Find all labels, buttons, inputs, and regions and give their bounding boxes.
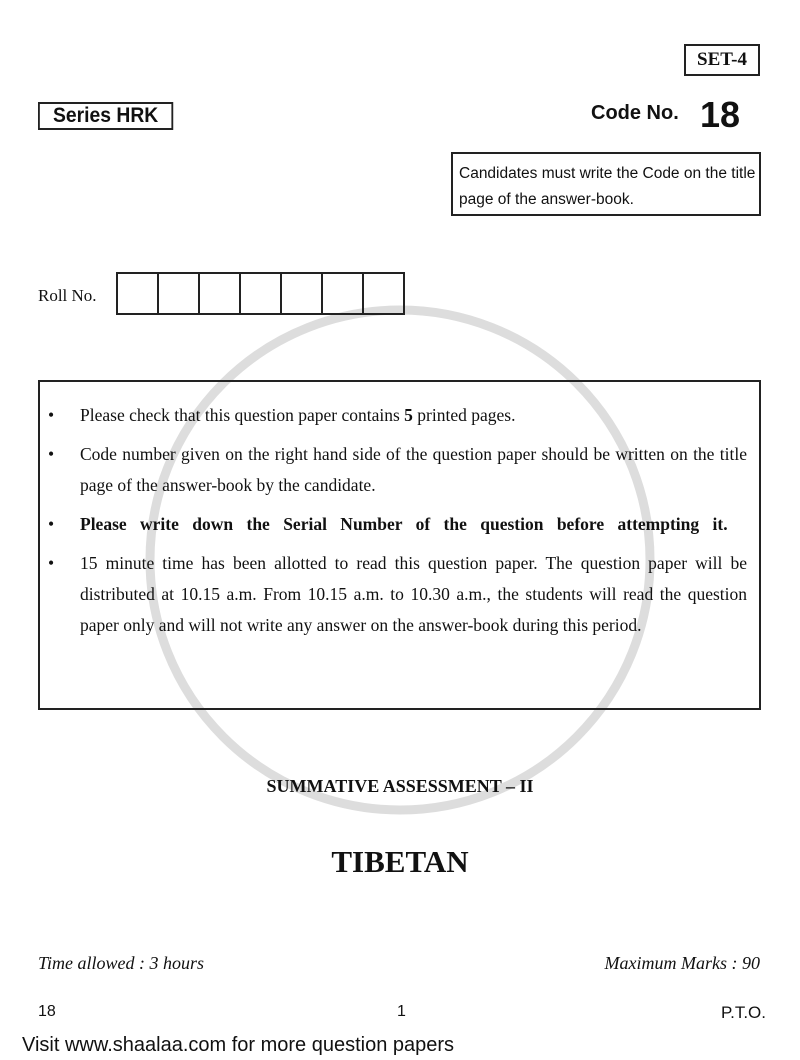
code-label: Code No. [591,102,679,124]
footer-code: 18 [38,1003,56,1020]
bullet-icon: • [48,405,55,425]
visit-link[interactable]: Visit www.shaalaa.com for more question papers [22,1034,455,1056]
roll-label: Roll No. [38,286,97,305]
roll-number-boxes[interactable] [116,272,405,315]
roll-cell[interactable] [159,274,200,313]
page-number: 1 [397,1003,406,1020]
maximum-marks: Maximum Marks : 90 [604,953,760,973]
code-number: 18 [700,94,741,135]
exam-title: SUMMATIVE ASSESSMENT – II [266,776,534,796]
roll-cell[interactable] [282,274,323,313]
instructions-box [38,380,761,710]
instruction-item: • Please write down the Serial Number of the question before attempting it. [48,509,747,540]
pto-label: P.T.O. [720,1003,766,1022]
candidates-note: Candidates must write the Code on the title page of the answer-book. [451,152,761,216]
roll-cell[interactable] [364,274,403,313]
roll-cell[interactable] [323,274,364,313]
set-label: SET-4 [684,44,760,76]
instruction-item: • 15 minute time has been allotted to read this question paper. The question paper will be distributed at 10.15 a.m. From 10.15 a.m. to 10.30 a.m., the students will read the question paper only and will not write any answer on the answer-book during this period. [48,548,747,641]
series-label: Series HRK [38,102,173,130]
bullet-icon: • [48,444,55,464]
time-allowed: Time allowed : 3 hours [38,953,205,973]
bullet-icon: • [48,514,55,534]
instruction-item: • Code number given on the right hand side of the question paper should be written on the title page of the answer-book by the candidate. [48,439,747,501]
roll-cell[interactable] [118,274,159,313]
roll-cell[interactable] [241,274,282,313]
bullet-icon: • [48,553,55,573]
roll-cell[interactable] [200,274,241,313]
instruction-item: • Please check that this question paper contains 5 printed pages. [48,400,747,431]
subject-title: TIBETAN [331,844,469,879]
